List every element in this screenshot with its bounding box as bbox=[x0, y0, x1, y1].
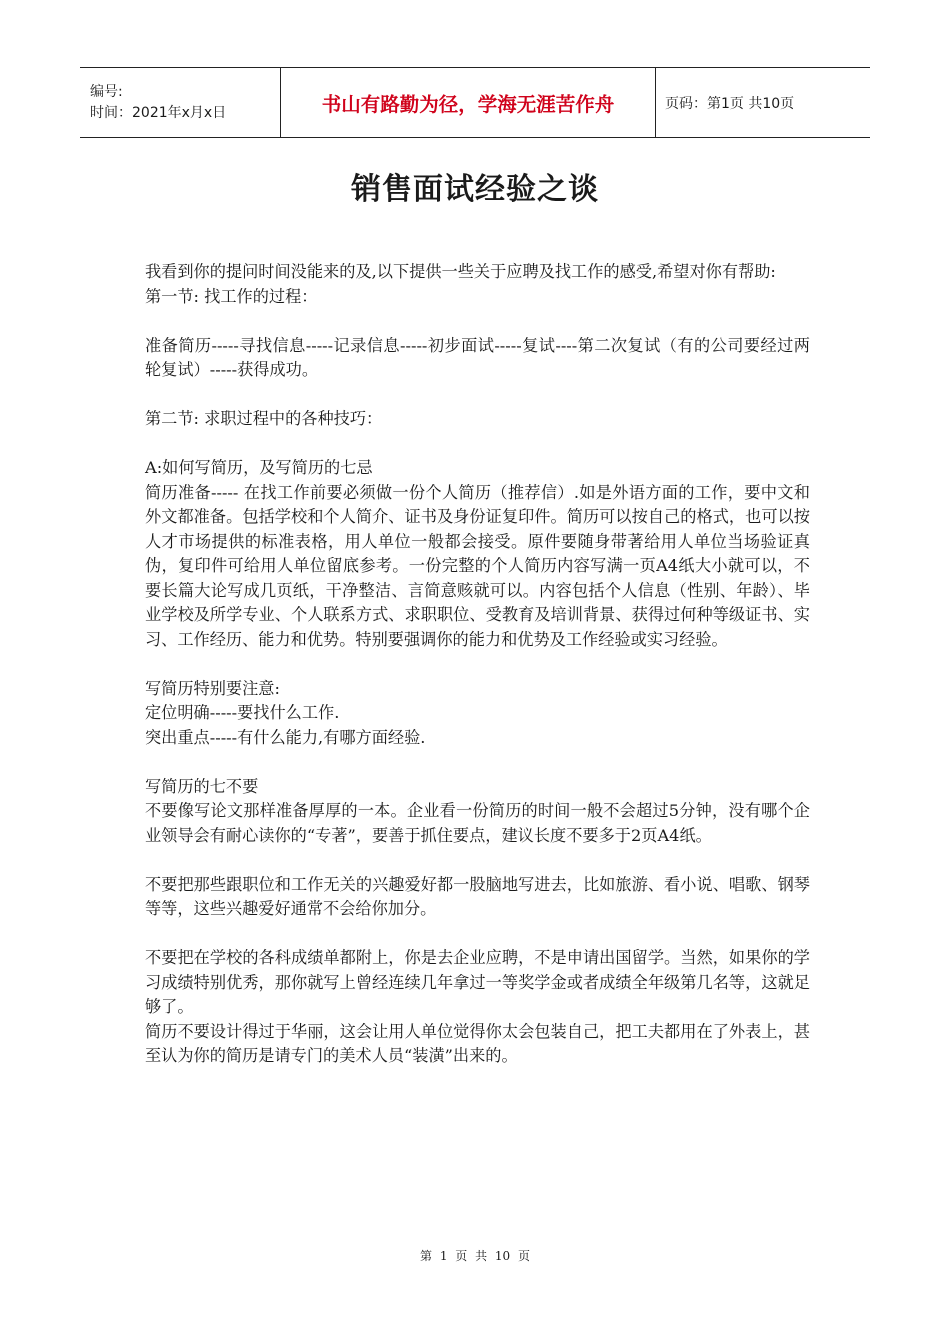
page-info-text: 页码：第1页 共10页 bbox=[665, 95, 795, 112]
body-paragraph: 不要把在学校的各科成绩单都附上，你是去企业应聘，不是申请出国留学。当然，如果你的学习成绩特别优秀，那你就写上曾经连续几年拿过一等奖学金或者成绩全年级第几名等，这就足够了。 bbox=[145, 948, 810, 1016]
paragraph-spacer bbox=[145, 922, 810, 947]
body-paragraph: 我看到你的提问时间没能来的及,以下提供一些关于应聘及找工作的感受,希望对你有帮助: bbox=[145, 262, 776, 281]
body-paragraph: 第二节: 求职过程中的各种技巧： bbox=[145, 409, 383, 428]
paragraph-spacer bbox=[145, 309, 810, 334]
body-paragraph: 第一节: 找工作的过程： bbox=[145, 286, 318, 306]
document-body bbox=[145, 260, 810, 1069]
document-title: 销售面试经验之谈 bbox=[351, 172, 599, 207]
body-paragraph: 不要把那些跟职位和工作无关的兴趣爱好都一股脑地写进去，比如旅游、看小说、唱歌、钢琴等等，这些兴趣爱好通常不会给你加分。 bbox=[145, 874, 810, 918]
header-motto bbox=[281, 68, 656, 137]
paragraph-spacer bbox=[145, 383, 810, 408]
paragraph-spacer bbox=[145, 652, 810, 677]
paragraph-spacer bbox=[145, 432, 810, 457]
body-paragraph: 简历不要设计得过于华丽，这会让用人单位觉得你太会包装自己，把工夫都用在了外表上，甚至认为你的简历是请专门的美术人员“装潢”出来的。 bbox=[145, 1021, 810, 1065]
page-header bbox=[80, 67, 870, 138]
paragraph-spacer bbox=[145, 848, 810, 873]
body-paragraph: 突出重点-----有什么能力,有哪方面经验. bbox=[145, 727, 426, 747]
body-paragraph: A:如何写简历，及写简历的七忌 bbox=[145, 458, 373, 477]
motto-text: 书山有路勤为径，学海无涯苦作舟 bbox=[321, 92, 615, 116]
page-footer: 第 1 页 共 10 页 bbox=[420, 1249, 530, 1263]
body-paragraph: 定位明确-----要找什么工作. bbox=[145, 703, 340, 722]
header-meta bbox=[80, 68, 281, 137]
body-paragraph: 写简历的七不要 bbox=[145, 776, 259, 796]
document-date: 时间：2021年x月x日 bbox=[90, 104, 227, 121]
body-paragraph: 不要像写论文那样准备厚厚的一本。企业看一份简历的时间一般不会超过5分钟，没有哪个企业领导会有耐心读你的“专著”，要善于抓住要点，建议长度不要多于2页A4纸。 bbox=[145, 801, 810, 845]
document-number-label: 编号: bbox=[90, 83, 123, 100]
body-paragraph: 准备简历-----寻找信息-----记录信息-----初步面试-----复试----第二次复试（有的公司要经过两轮复试）-----获得成功。 bbox=[145, 335, 810, 379]
header-page-info bbox=[656, 68, 870, 137]
body-paragraph: 写简历特别要注意: bbox=[145, 678, 280, 698]
paragraph-spacer bbox=[145, 750, 810, 775]
body-paragraph: 简历准备----- 在找工作前要必须做一份个人简历（推荐信）.如是外语方面的工作，要中文和外文都准备。包括学校和个人简介、证书及身份证复印件。简历可以按自己的格式，也可以按人才市场提供的标准表格，用人单位一般都会接受。原件要随身带著给用人单位当场验证真伪，复印件可给用人单位留底参考。一份完整的个人简历内容写满一页A4纸大小就可以，不要长篇大论写成几页纸，干净整洁、言简意赅就可以。内容包括个人信息（性别、年龄）、毕业学校及所学专业、个人联系方式、求职职位、受教育及培训背景、获得过何种等级证书、实习、工作经历、能力和优势。特别要强调你的能力和优势及工作经验或实习经验。 bbox=[145, 482, 810, 649]
